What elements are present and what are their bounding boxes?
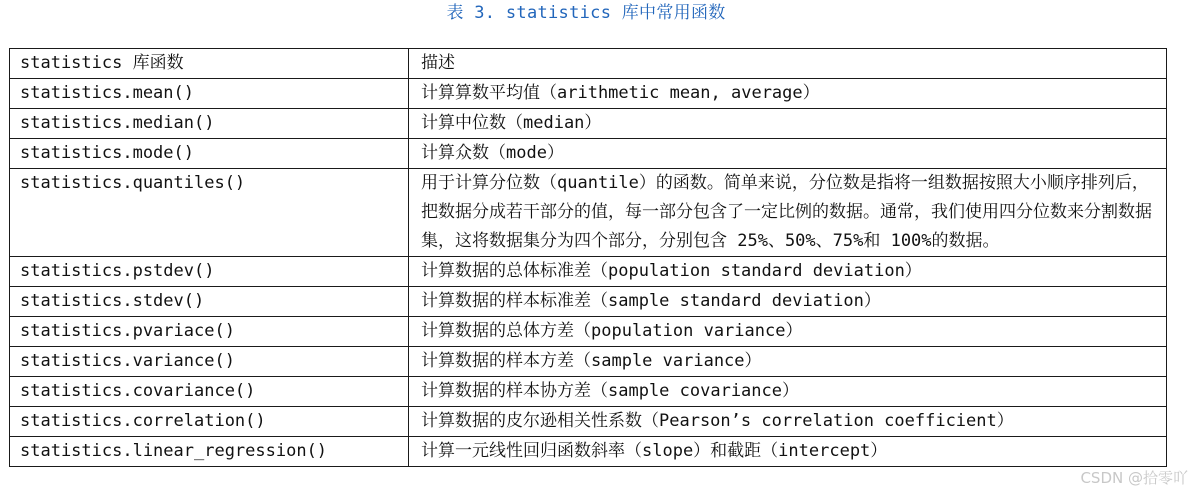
- function-description: 用于计算分位数（quantile）的函数。简单来说，分位数是指将一组数据按照大小顺序排列后，把数据分成若干部分的值，每一部分包含了一定比例的数据。通常，我们使用四分位数来分割数据集，这将数据集分为四个部分，分别包含 25%、50%、75%和 100%的数据。: [409, 169, 1167, 257]
- table-body: [10, 49, 1167, 467]
- function-description: 计算数据的总体标准差（population standard deviation）: [409, 257, 1167, 287]
- function-name: statistics.median(): [10, 109, 409, 139]
- function-name: statistics.linear_regression(): [10, 437, 409, 467]
- table-row: [10, 257, 1167, 287]
- table-header-row: [10, 49, 1167, 79]
- function-name: statistics.mode(): [10, 139, 409, 169]
- function-description: 计算中位数（median）: [409, 109, 1167, 139]
- function-description: 计算数据的样本标准差（sample standard deviation）: [409, 287, 1167, 317]
- csdn-watermark: CSDN @拾零吖: [1080, 469, 1188, 487]
- table-row: [10, 139, 1167, 169]
- header-function: statistics 库函数: [10, 49, 409, 79]
- table-row: [10, 317, 1167, 347]
- statistics-functions-table: [9, 48, 1167, 467]
- table-row: [10, 347, 1167, 377]
- function-description: 计算一元线性回归函数斜率（slope）和截距（intercept）: [409, 437, 1167, 467]
- function-name: statistics.stdev(): [10, 287, 409, 317]
- table-caption: 表 3. statistics 库中常用函数: [446, 3, 726, 23]
- function-description: 计算数据的总体方差（population variance）: [409, 317, 1167, 347]
- table-row: [10, 437, 1167, 467]
- function-description: 计算数据的样本协方差（sample covariance）: [409, 377, 1167, 407]
- function-name: statistics.covariance(): [10, 377, 409, 407]
- table-row: [10, 287, 1167, 317]
- function-name: statistics.correlation(): [10, 407, 409, 437]
- function-description: 计算众数（mode）: [409, 139, 1167, 169]
- function-name: statistics.pvariace(): [10, 317, 409, 347]
- function-description: 计算算数平均值（arithmetic mean, average）: [409, 79, 1167, 109]
- function-name: statistics.variance(): [10, 347, 409, 377]
- function-name: statistics.mean(): [10, 79, 409, 109]
- header-description: 描述: [409, 49, 1167, 79]
- table-row: [10, 169, 1167, 257]
- function-name: statistics.quantiles(): [10, 169, 409, 257]
- function-description: 计算数据的样本方差（sample variance）: [409, 347, 1167, 377]
- table-row: [10, 79, 1167, 109]
- table-row: [10, 377, 1167, 407]
- function-description: 计算数据的皮尔逊相关性系数（Pearson’s correlation coefficient）: [409, 407, 1167, 437]
- table-row: [10, 407, 1167, 437]
- table-row: [10, 109, 1167, 139]
- function-name: statistics.pstdev(): [10, 257, 409, 287]
